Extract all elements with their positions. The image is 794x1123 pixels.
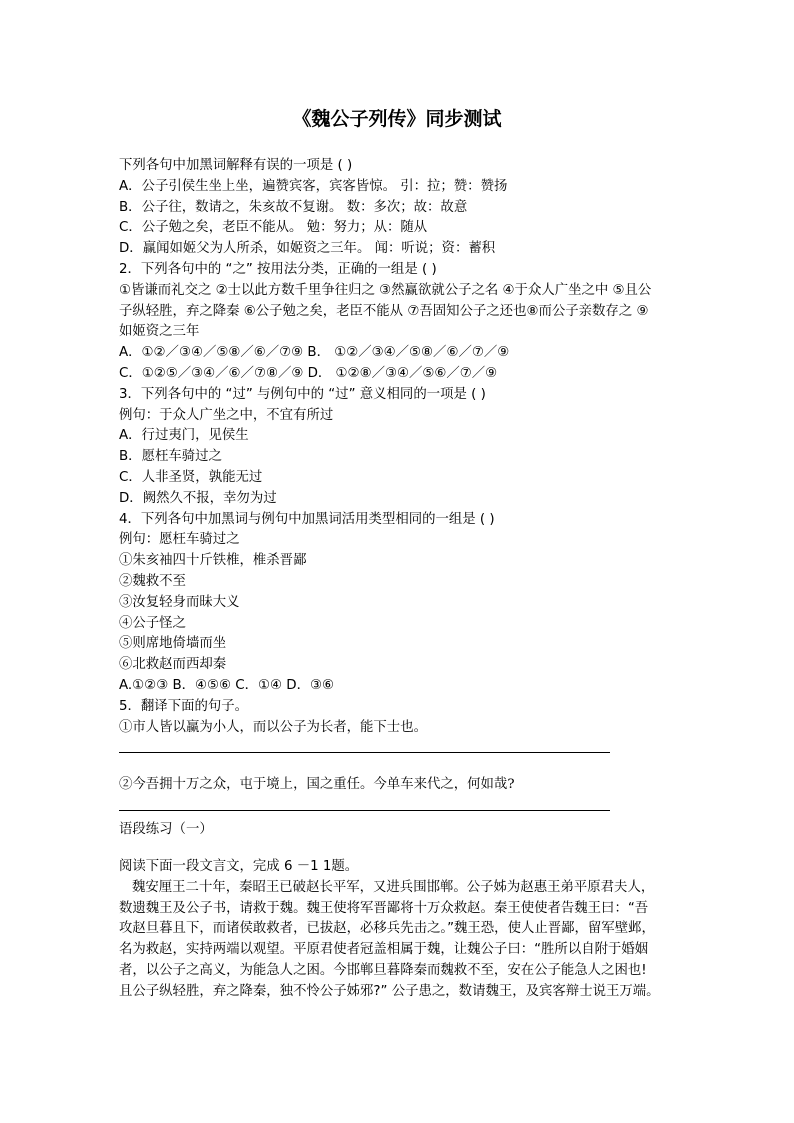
question-5-sentence-2: ②今吾拥十万之众，屯于境上，国之重任。今单车来代之，何如哉? — [119, 777, 515, 793]
question-5-sentence-1: ①市人皆以赢为小人，而以公子为长者，能下士也。 — [119, 719, 427, 735]
question-4-item-4: ④公子怪之 — [119, 615, 186, 631]
question-2 — [119, 260, 684, 385]
question-1-option-c: C．公子勉之矣，老臣不能从。 勉：努力；从：随从 — [119, 220, 428, 236]
question-1-stem: 下列各句中加黑词解释有误的一项是 ( ) — [119, 158, 353, 173]
question-4-item-1: ①朱亥袖四十斤铁椎，椎杀晋鄙 — [119, 553, 307, 569]
question-1-option-d: D．赢闻如姬父为人所杀，如姬资之三年。 闻：听说；资：蓄积 — [119, 241, 496, 257]
passage-line-6: 且公子纵轻胜，弃之降秦，独不怜公子姊邪?” 公子患之，数请魏王，及宾客辩士说王万端。 — [119, 983, 660, 999]
question-4-item-5: ⑤则席地倚墙而坐 — [119, 636, 227, 652]
question-2-items-line-1: ①皆谦而礼交之 ②士以此方数千里争往归之 ③然赢欲就公子之名 ④于众人广坐之中 ⑤且公 — [119, 282, 652, 298]
question-1-option-b: B．公子往，数请之，朱亥故不复谢。 数：多次；故：故意 — [119, 199, 468, 215]
question-4 — [119, 510, 684, 697]
answer-line-2[interactable] — [119, 796, 610, 811]
page-title: 《魏公子列传》同步测试 — [292, 108, 502, 130]
question-4-example: 例句：愿枉车骑过之 — [119, 532, 240, 548]
section-heading: 语段练习（一） — [119, 822, 213, 838]
reading-passage — [119, 857, 684, 1003]
question-4-stem: 4．下列各句中加黑词与例句中加黑词活用类型相同的一组是 ( ) — [119, 511, 495, 527]
passage-line-3: 攻赵旦暮且下，而诸侯敢救者，已拔赵，必移兵先击之。”魏王恐，使人止晋鄙，留军壁邺， — [119, 921, 655, 937]
passage-line-5: 者，以公子之高义，为能急人之困。今邯郸旦暮降秦而魏救不至，安在公子能急人之困也! — [119, 962, 647, 978]
question-3-option-b: B．愿枉车骑过之 — [119, 449, 222, 465]
question-3-option-d: D．阙然久不报，幸勿为过 — [119, 490, 277, 506]
passage-line-2: 数遗魏王及公子书，请救于魏。魏王使将军晋鄙将十万众救赵。秦王使使者告魏王曰：“吾 — [119, 900, 649, 916]
question-4-options: A.①②③ B．④⑤⑥ C．①④ D．③⑥ — [119, 677, 335, 693]
answer-line-1[interactable] — [119, 738, 610, 753]
question-2-options-cd: C．①②⑤／③④／⑥／⑦⑧／⑨ D． ①②⑧／③④／⑤⑥／⑦／⑨ — [119, 365, 498, 381]
question-3-example: 例句：于众人广坐之中，不宜有所过 — [119, 407, 334, 423]
question-3-stem: 3．下列各句中的 “过” 与例句中的 “过” 意义相同的一项是 ( ) — [119, 386, 486, 402]
document-body — [119, 156, 684, 1002]
question-3-option-a: A．行过夷门，见侯生 — [119, 428, 249, 444]
question-2-stem: 2．下列各句中的 “之” 按用法分类，正确的一组是 ( ) — [119, 261, 437, 277]
question-5 — [119, 697, 684, 811]
question-1-option-a: A．公子引侯生坐上坐，遍赞宾客，宾客皆惊。 引：拉；赞：赞扬 — [119, 178, 508, 194]
passage-line-4: 名为救赵，实持两端以观望。平原君使者冠盖相属于魏，让魏公子曰：“胜所以自附于婚姻 — [119, 942, 649, 958]
passage-line-1: 魏安厘王二十年，秦昭王已破赵长平军，又进兵围邯郸。公子姊为赵惠王弟平原君夫人， — [132, 879, 655, 895]
passage-instruction: 阅读下面一段文言文，完成 6 －1 1题。 — [119, 858, 359, 874]
question-1 — [119, 156, 684, 260]
question-4-item-6: ⑥北救赵而西却秦 — [119, 657, 227, 673]
question-2-options-ab: A．①②／③④／⑤⑧／⑥／⑦⑨ B． ①②／③④／⑤⑧／⑥／⑦／⑨ — [119, 345, 510, 361]
question-2-items-line-2: 子纵轻胜，弃之降秦 ⑥公子勉之矣，老臣不能从 ⑦吾固知公子之还也⑧而公子亲数存之 ⑨ — [119, 303, 649, 319]
question-2-items-line-3: 如姬资之三年 — [119, 324, 200, 340]
question-4-item-2: ②魏救不至 — [119, 573, 186, 589]
question-4-item-3: ③汝复轻身而昧大义 — [119, 594, 240, 610]
question-3-option-c: C．人非圣贤，孰能无过 — [119, 469, 263, 485]
question-5-stem: 5．翻译下面的句子。 — [119, 698, 249, 714]
question-3 — [119, 385, 684, 510]
